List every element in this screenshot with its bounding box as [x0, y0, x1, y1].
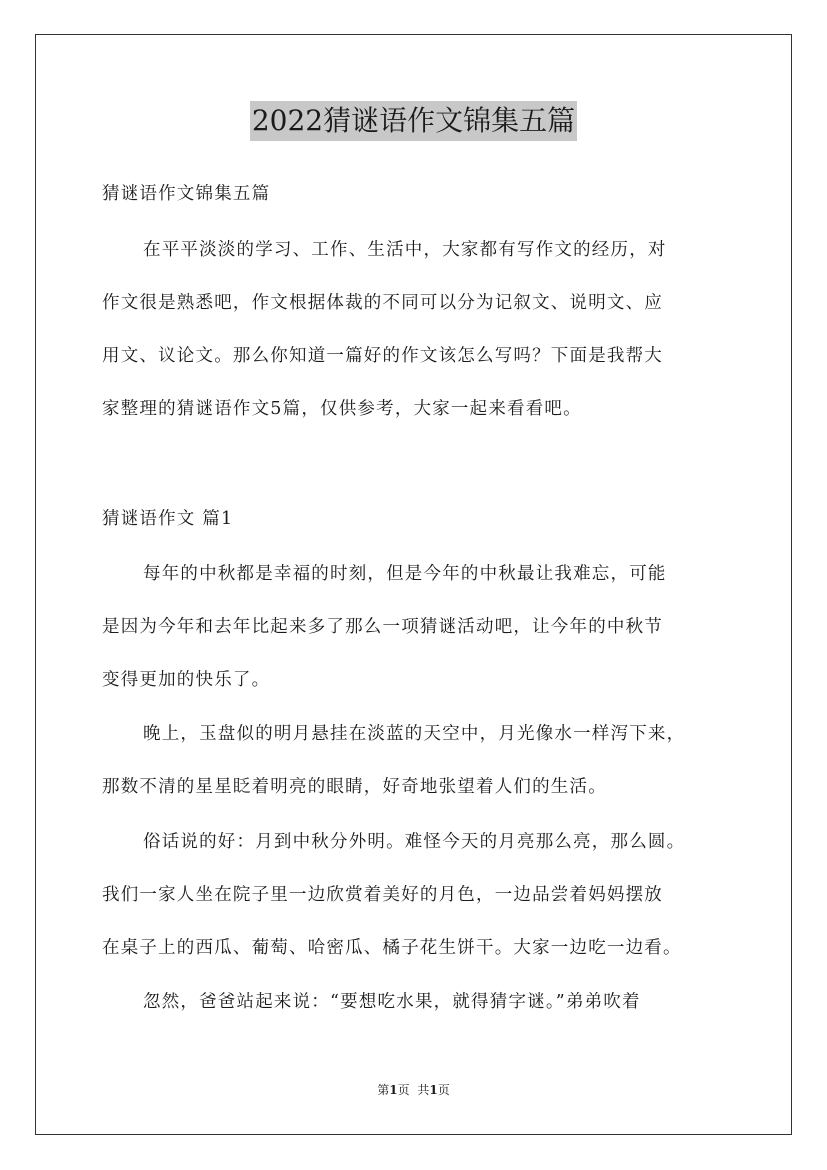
subtitle-line: 猜谜语作文锦集五篇 — [102, 184, 271, 204]
section-heading: 猜谜语作文 篇1 — [102, 509, 234, 529]
paragraph-line: 在平平淡淡的学习、工作、生活中，大家都有写作文的经历，对 — [143, 240, 667, 260]
title-container — [0, 101, 827, 141]
paragraph-line: 每年的中秋都是幸福的时刻，但是今年的中秋最让我难忘，可能 — [143, 564, 667, 584]
footer-page-number: 1 — [389, 1083, 398, 1097]
footer-page-suffix: 页 — [397, 1083, 410, 1097]
paragraph-line: 变得更加的快乐了。 — [102, 670, 271, 690]
footer-page-prefix: 第 — [377, 1083, 390, 1097]
paragraph-line: 那数不清的星星眨着明亮的眼睛，好奇地张望着人们的生活。 — [102, 777, 607, 797]
paragraph-line: 在桌子上的西瓜、葡萄、哈密瓜、橘子花生饼干。大家一边吃一边看。 — [102, 938, 682, 958]
footer-total-suffix: 页 — [437, 1083, 450, 1097]
paragraph-line: 家整理的猜谜语作文5篇，仅供参考，大家一起来看看吧。 — [102, 399, 582, 419]
document-title: 2022猜谜语作文锦集五篇 — [250, 101, 577, 141]
page-footer — [0, 1082, 827, 1098]
paragraph-line: 用文、议论文。那么你知道一篇好的作文该怎么写吗？下面是我帮大 — [102, 346, 663, 366]
footer-total-number: 1 — [429, 1083, 438, 1097]
paragraph-line: 俗话说的好：月到中秋分外明。难怪今天的月亮那么亮，那么圆。 — [143, 832, 686, 852]
paragraph-line: 忽然，爸爸站起来说：“要想吃水果，就得猜字谜。”弟弟吹着 — [143, 992, 641, 1012]
footer-total-prefix: 共 — [417, 1083, 430, 1097]
paragraph-line: 是因为今年和去年比起来多了那么一项猜谜活动吧，让今年的中秋节 — [102, 617, 663, 637]
paragraph-line: 作文很是熟悉吧，作文根据体裁的不同可以分为记叙文、说明文、应 — [102, 293, 663, 313]
paragraph-line: 晚上，玉盘似的明月悬挂在淡蓝的天空中，月光像水一样泻下来， — [143, 724, 686, 744]
paragraph-line: 我们一家人坐在院子里一边欣赏着美好的月色，一边品尝着妈妈摆放 — [102, 885, 663, 905]
